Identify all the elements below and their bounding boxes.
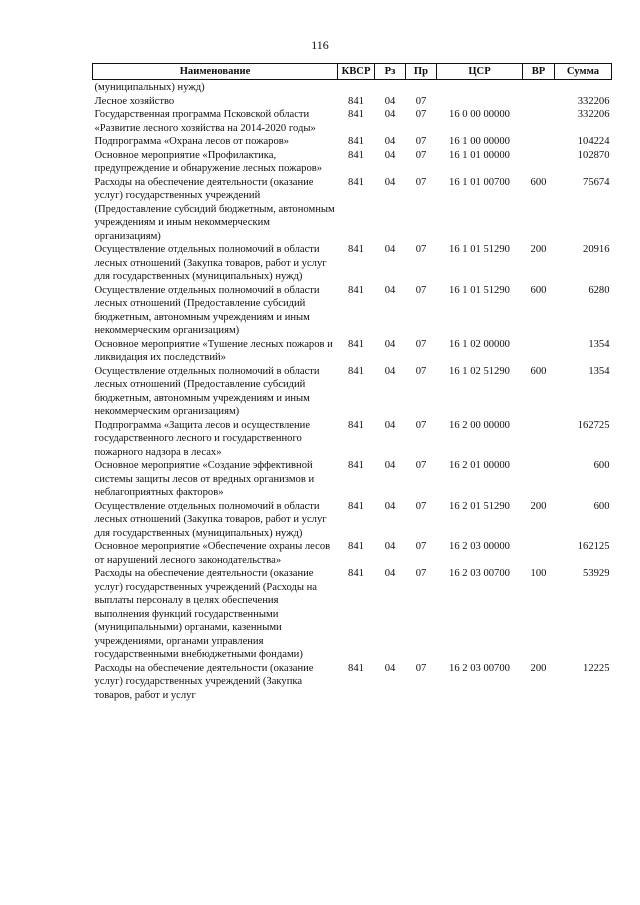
cell-vr xyxy=(523,540,555,567)
cell-vr xyxy=(523,338,555,365)
cell-name: Основное мероприятие «Профилактика, предупреждение и обнаружение лесных пожаров» xyxy=(94,149,323,174)
cell-csr: 16 2 03 00700 xyxy=(449,662,510,674)
table-row xyxy=(93,365,612,419)
cell-name: Государственная программа Псковской области «Развитие лесного хозяйства на 2014-2020 годы» xyxy=(94,109,316,134)
cell-pr: 07 xyxy=(415,244,427,255)
cell-name: Подпрограмма «Охрана лесов от пожаров» xyxy=(94,136,290,147)
table-row xyxy=(93,176,612,244)
cell-kvsr: 841 xyxy=(348,662,364,674)
table-row xyxy=(93,338,612,365)
cell-name: Осуществление отдельных полномочий в области лесных отношений (Закупка товаров, работ и услуг для государственных (муниципальных) нужд) xyxy=(94,500,327,539)
table-row xyxy=(93,567,612,662)
cell-sum: 6280 xyxy=(588,284,610,296)
cell-rz: 04 xyxy=(384,109,396,120)
cell-kvsr: 841 xyxy=(348,500,364,512)
cell-vr xyxy=(523,459,555,500)
cell-csr: 16 2 01 51290 xyxy=(449,500,510,512)
cell-csr: 16 1 01 51290 xyxy=(449,284,510,296)
cell-pr: 07 xyxy=(415,460,427,471)
cell-name: (муниципальных) нужд) xyxy=(94,82,205,93)
cell-name: Основное мероприятие «Обеспечение охраны лесов от нарушений лесного законодательства» xyxy=(94,541,331,566)
cell-csr: 16 1 01 51290 xyxy=(449,244,510,255)
cell-name: Основное мероприятие «Создание эффективной системы защиты лесов от вредных организмов и неблагоприятных факторов» xyxy=(94,460,315,498)
header-rz: Рз xyxy=(375,64,406,80)
cell-vr xyxy=(523,80,555,95)
cell-csr: 16 2 01 00000 xyxy=(449,460,510,471)
cell-csr: 16 1 02 00000 xyxy=(449,338,510,350)
cell-kvsr: 841 xyxy=(348,460,364,471)
cell-kvsr: 841 xyxy=(348,419,364,431)
table-row xyxy=(93,149,612,176)
cell-vr: 200 xyxy=(530,244,547,255)
cell-pr: 07 xyxy=(415,95,427,107)
cell-kvsr: 841 xyxy=(348,541,364,552)
table-row xyxy=(93,243,612,284)
cell-name: Осуществление отдельных полномочий в области лесных отношений (Предоставление субсидий бюджетным, автономным учреждениям и иным некоммерческим организациям) xyxy=(94,365,320,417)
cell-vr: 200 xyxy=(530,500,547,512)
cell-rz: 04 xyxy=(384,541,396,552)
cell-rz: 04 xyxy=(384,338,396,350)
cell-pr: 07 xyxy=(415,109,427,120)
table-row xyxy=(93,95,612,109)
cell-rz: 04 xyxy=(384,149,396,161)
header-vr: ВР xyxy=(523,64,555,80)
cell-sum: 104224 xyxy=(577,136,610,147)
cell-csr xyxy=(437,95,523,109)
cell-rz: 04 xyxy=(384,284,396,296)
cell-vr: 600 xyxy=(530,365,547,377)
cell-csr: 16 2 00 00000 xyxy=(449,419,510,431)
cell-sum: 332206 xyxy=(577,109,610,120)
cell-rz: 04 xyxy=(384,662,396,674)
cell-sum: 12225 xyxy=(583,662,610,674)
cell-sum: 600 xyxy=(593,460,610,471)
cell-vr xyxy=(523,419,555,460)
cell-pr: 07 xyxy=(415,176,427,188)
cell-csr: 16 1 01 00700 xyxy=(449,176,510,188)
cell-vr xyxy=(523,95,555,109)
table-row xyxy=(93,284,612,338)
cell-pr: 07 xyxy=(415,365,427,377)
table-row xyxy=(93,419,612,460)
cell-name: Расходы на обеспечение деятельности (оказание услуг) государственных учреждений (Предоставление субсидий бюджетным, автономным учреждениям и иным некоммерческим организациям) xyxy=(94,176,335,242)
cell-sum: 600 xyxy=(593,500,610,512)
cell-sum: 75674 xyxy=(583,176,610,188)
cell-pr: 07 xyxy=(415,662,427,674)
cell-pr: 07 xyxy=(415,338,427,350)
cell-rz: 04 xyxy=(384,500,396,512)
cell-pr: 07 xyxy=(415,149,427,161)
table-row xyxy=(93,108,612,135)
cell-vr: 100 xyxy=(530,568,547,579)
cell-csr: 16 2 03 00700 xyxy=(449,568,510,579)
header-sum: Сумма xyxy=(555,64,612,80)
cell-pr: 07 xyxy=(415,284,427,296)
cell-rz: 04 xyxy=(384,244,396,255)
cell-pr: 07 xyxy=(415,136,427,147)
cell-csr: 16 2 03 00000 xyxy=(449,541,510,552)
header-csr: ЦСР xyxy=(437,64,523,80)
header-pr: Пр xyxy=(406,64,437,80)
table-header xyxy=(93,64,612,80)
cell-pr: 07 xyxy=(415,568,427,579)
cell-name: Основное мероприятие «Тушение лесных пожаров и ликвидация их последствий» xyxy=(94,338,333,363)
table-row xyxy=(93,80,612,95)
cell-sum: 20916 xyxy=(583,244,610,255)
table-row xyxy=(93,135,612,149)
cell-sum: 1354 xyxy=(588,338,610,350)
cell-sum: 102870 xyxy=(577,149,610,161)
cell-pr xyxy=(406,80,437,95)
cell-sum: 53929 xyxy=(583,568,610,579)
cell-pr: 07 xyxy=(415,419,427,431)
cell-sum xyxy=(555,80,612,95)
table-row xyxy=(93,459,612,500)
cell-rz: 04 xyxy=(384,136,396,147)
cell-name: Расходы на обеспечение деятельности (оказание услуг) государственных учреждений (Закупка товаров, работ и услуг xyxy=(94,662,314,701)
table-row xyxy=(93,500,612,541)
cell-pr: 07 xyxy=(415,500,427,512)
table-row xyxy=(93,662,612,703)
cell-csr: 16 0 00 00000 xyxy=(449,109,510,120)
header-name: Наименование xyxy=(93,64,338,80)
cell-sum: 162125 xyxy=(577,541,610,552)
cell-csr xyxy=(437,80,523,95)
cell-rz: 04 xyxy=(384,176,396,188)
cell-kvsr: 841 xyxy=(348,568,364,579)
table-body xyxy=(93,80,612,703)
cell-rz xyxy=(375,80,406,95)
header-kvsr: КВСР xyxy=(338,64,375,80)
cell-kvsr: 841 xyxy=(348,109,364,120)
cell-pr: 07 xyxy=(415,541,427,552)
cell-kvsr xyxy=(338,80,375,95)
table-row xyxy=(93,540,612,567)
cell-vr: 600 xyxy=(530,176,547,188)
cell-csr: 16 1 02 51290 xyxy=(449,365,510,377)
cell-kvsr: 841 xyxy=(348,338,364,350)
cell-vr xyxy=(523,149,555,176)
cell-kvsr: 841 xyxy=(348,95,364,107)
cell-rz: 04 xyxy=(384,419,396,431)
cell-csr: 16 1 00 00000 xyxy=(449,136,510,147)
cell-name: Расходы на обеспечение деятельности (оказание услуг) государственных учреждений (Расходы на выплаты персоналу в целях обеспечения выполнения функций государственными (муниципальными) органами, казенными учреждениями, органами управления государственными внебюджетными фондами) xyxy=(94,568,317,660)
cell-sum: 162725 xyxy=(577,419,610,431)
cell-sum: 1354 xyxy=(588,365,610,377)
cell-kvsr: 841 xyxy=(348,149,364,161)
cell-kvsr: 841 xyxy=(348,176,364,188)
cell-rz: 04 xyxy=(384,95,396,107)
cell-kvsr: 841 xyxy=(348,365,364,377)
cell-name: Осуществление отдельных полномочий в области лесных отношений (Закупка товаров, работ и услуг для государственных (муниципальных) нужд) xyxy=(94,244,327,282)
cell-rz: 04 xyxy=(384,365,396,377)
page-number: 116 xyxy=(311,38,329,52)
budget-table xyxy=(92,63,612,702)
cell-kvsr: 841 xyxy=(348,244,364,255)
cell-name: Осуществление отдельных полномочий в области лесных отношений (Предоставление субсидий бюджетным, автономным учреждениям и иным некоммерческим организациям) xyxy=(94,284,320,336)
cell-vr: 600 xyxy=(530,284,547,296)
cell-name: Лесное хозяйство xyxy=(94,95,175,107)
cell-rz: 04 xyxy=(384,568,396,579)
cell-csr: 16 1 01 00000 xyxy=(449,149,510,161)
cell-vr: 200 xyxy=(530,662,547,674)
cell-name: Подпрограмма «Защита лесов и осуществление государственного лесного и государственного пожарного надзора в лесах» xyxy=(94,419,311,458)
cell-kvsr: 841 xyxy=(348,136,364,147)
cell-vr xyxy=(523,108,555,135)
cell-kvsr: 841 xyxy=(348,284,364,296)
cell-rz: 04 xyxy=(384,460,396,471)
cell-sum: 332206 xyxy=(577,95,610,107)
cell-vr xyxy=(523,135,555,149)
